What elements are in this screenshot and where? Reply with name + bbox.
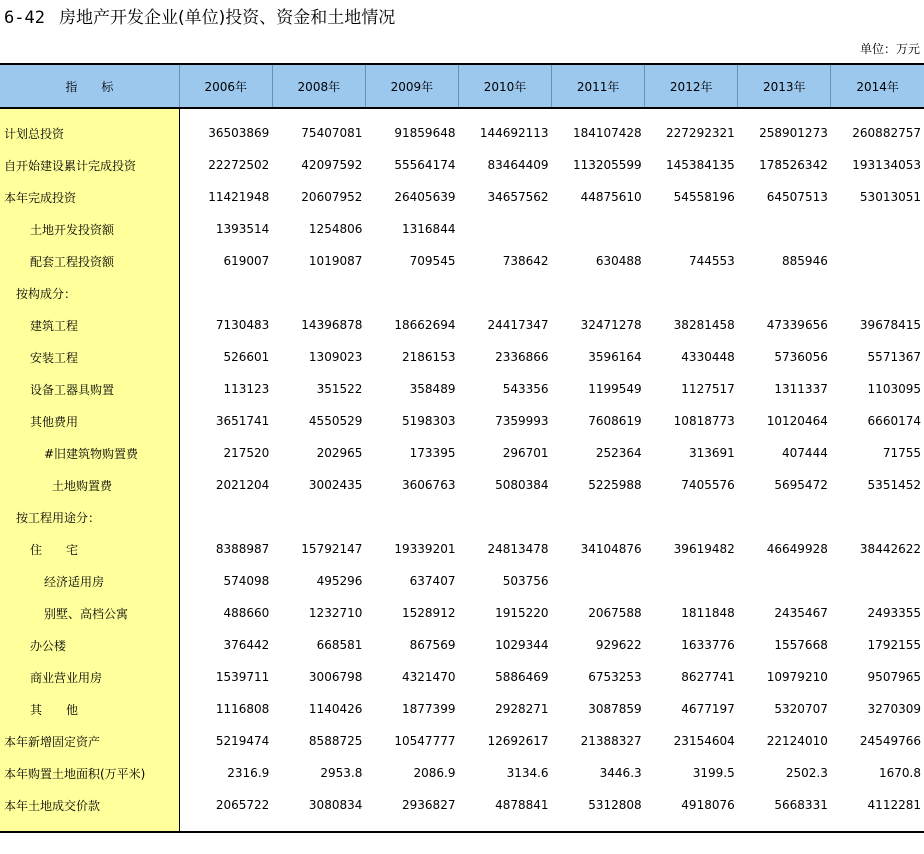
cell-value: 4550529 (308, 414, 363, 428)
cell-value: 885946 (782, 254, 828, 268)
cell-value: 376442 (223, 638, 270, 652)
header-indicator: 指 标 (0, 64, 179, 108)
cell-value (831, 245, 924, 277)
cell-value (831, 565, 924, 597)
table-row (0, 149, 924, 181)
cell-value: 4321470 (402, 670, 456, 684)
cell-value: 12692617 (487, 734, 549, 748)
cell-value: 3006798 (308, 670, 363, 684)
cell-value: 4878841 (458, 789, 551, 832)
cell-value: 227292321 (666, 126, 735, 140)
cell-value: 4918076 (645, 789, 738, 832)
cell-value: 8627741 (681, 670, 735, 684)
cell-value: 1557668 (774, 638, 828, 652)
cell-value: 39619482 (673, 542, 735, 556)
cell-value: 5080384 (495, 478, 549, 492)
cell-value: 1127517 (681, 382, 735, 396)
data-table (0, 63, 924, 833)
cell-value: 252364 (595, 446, 642, 460)
cell-value: 19339201 (394, 542, 456, 556)
header-year: 2009年 (365, 64, 458, 108)
page-title (4, 4, 395, 32)
cell-value: 53013051 (859, 190, 921, 204)
cell-value: 1029344 (495, 638, 549, 652)
cell-value: 54558196 (673, 190, 735, 204)
cell-value: 1670.8 (879, 766, 921, 780)
cell-value: 1811848 (681, 606, 735, 620)
cell-value (179, 501, 272, 533)
cell-value: 23154604 (673, 734, 735, 748)
cell-value: 34104876 (580, 542, 642, 556)
table-row (0, 661, 924, 693)
cell-value: 1254806 (308, 222, 363, 236)
cell-value: 3596164 (588, 350, 642, 364)
row-label: #旧建筑物购置费 (0, 437, 179, 469)
cell-value (645, 277, 738, 309)
cell-value: 5320707 (774, 702, 828, 716)
cell-value: 1232710 (308, 606, 363, 620)
row-label: 配套工程投资额 (0, 245, 179, 277)
cell-value: 1311337 (774, 382, 828, 396)
cell-value: 38442622 (859, 542, 921, 556)
cell-value: 619007 (223, 254, 270, 268)
cell-value: 1140426 (308, 702, 363, 716)
cell-value: 2186153 (402, 350, 456, 364)
cell-value: 91859648 (394, 126, 456, 140)
row-label: 土地购置费 (0, 469, 179, 501)
cell-value: 20607952 (301, 190, 363, 204)
cell-value (552, 501, 645, 533)
cell-value: 2316.9 (227, 766, 270, 780)
row-label: 建筑工程 (0, 309, 179, 341)
cell-value: 7130483 (215, 318, 270, 332)
header-year: 2011年 (552, 64, 645, 108)
table-row (0, 373, 924, 405)
row-label: 本年新增固定资产 (0, 725, 179, 757)
row-label: 土地开发投资额 (0, 213, 179, 245)
cell-value: 7359993 (495, 414, 549, 428)
table-row (0, 725, 924, 757)
table-row (0, 108, 924, 149)
cell-value: 2928271 (495, 702, 549, 716)
cell-value: 3134.6 (506, 766, 549, 780)
cell-value: 637407 (409, 574, 456, 588)
cell-value: 36503869 (208, 126, 270, 140)
cell-value: 6753253 (588, 670, 642, 684)
cell-value: 75407081 (301, 126, 363, 140)
row-label: 本年完成投资 (0, 181, 179, 213)
cell-value: 630488 (595, 254, 642, 268)
cell-value (738, 213, 831, 245)
cell-value: 6660174 (867, 414, 921, 428)
cell-value: 5736056 (774, 350, 828, 364)
cell-value: 3002435 (308, 478, 363, 492)
cell-value: 543356 (502, 382, 549, 396)
cell-value (738, 277, 831, 309)
table-row (0, 181, 924, 213)
row-label: 按工程用途分： (0, 501, 179, 533)
cell-value: 2435467 (774, 606, 828, 620)
cell-value (645, 565, 738, 597)
cell-value (458, 501, 551, 533)
cell-value: 178526342 (759, 158, 828, 172)
table-number: 6-42 (4, 8, 45, 28)
cell-value: 668581 (316, 638, 363, 652)
cell-value (272, 501, 365, 533)
cell-value: 15792147 (301, 542, 363, 556)
cell-value: 3270309 (867, 702, 921, 716)
row-label: 自开始建设累计完成投资 (0, 149, 179, 181)
cell-value: 2502.3 (785, 766, 828, 780)
row-label: 其 他 (0, 693, 179, 725)
row-label: 经济适用房 (0, 565, 179, 597)
cell-value: 26405639 (394, 190, 456, 204)
cell-value: 1116808 (215, 702, 270, 716)
cell-value: 1019087 (308, 254, 363, 268)
cell-value (738, 565, 831, 597)
cell-value: 39678415 (859, 318, 921, 332)
cell-value: 258901273 (759, 126, 828, 140)
cell-value: 10120464 (766, 414, 828, 428)
cell-value: 2493355 (867, 606, 921, 620)
cell-value: 42097592 (301, 158, 363, 172)
cell-value: 744553 (688, 254, 735, 268)
cell-value: 2086.9 (413, 766, 456, 780)
row-label: 计划总投资 (0, 108, 179, 149)
cell-value: 11421948 (208, 190, 270, 204)
cell-value: 5695472 (774, 478, 828, 492)
cell-value: 71755 (882, 446, 921, 460)
cell-value: 1316844 (402, 222, 456, 236)
table-row (0, 405, 924, 437)
cell-value: 4112281 (831, 789, 924, 832)
table-row (0, 565, 924, 597)
table-row (0, 341, 924, 373)
cell-value: 5668331 (738, 789, 831, 832)
cell-value: 83464409 (487, 158, 549, 172)
cell-value: 2065722 (179, 789, 272, 832)
cell-value: 55564174 (394, 158, 456, 172)
cell-value: 64507513 (766, 190, 828, 204)
cell-value: 313691 (688, 446, 735, 460)
cell-value (645, 213, 738, 245)
cell-value (365, 501, 458, 533)
table-row (0, 469, 924, 501)
cell-value: 3199.5 (692, 766, 735, 780)
cell-value: 296701 (502, 446, 549, 460)
cell-value: 407444 (782, 446, 828, 460)
cell-value (179, 277, 272, 309)
row-label: 按构成分： (0, 277, 179, 309)
cell-value: 495296 (316, 574, 363, 588)
cell-value: 2953.8 (320, 766, 363, 780)
row-label: 设备工器具购置 (0, 373, 179, 405)
cell-value (272, 277, 365, 309)
cell-value: 217520 (223, 446, 270, 460)
cell-value: 22272502 (208, 158, 270, 172)
header-year: 2014年 (831, 64, 924, 108)
cell-value: 5351452 (867, 478, 921, 492)
row-label: 安装工程 (0, 341, 179, 373)
cell-value: 488660 (223, 606, 270, 620)
cell-value: 503756 (502, 574, 549, 588)
cell-value: 5219474 (215, 734, 270, 748)
cell-value: 24417347 (487, 318, 549, 332)
cell-value: 709545 (409, 254, 456, 268)
cell-value: 5198303 (402, 414, 456, 428)
cell-value: 10979210 (766, 670, 828, 684)
cell-value: 8588725 (308, 734, 363, 748)
header-year: 2008年 (272, 64, 365, 108)
cell-value: 3651741 (215, 414, 270, 428)
cell-value: 2936827 (365, 789, 458, 832)
cell-value: 113123 (223, 382, 270, 396)
row-label: 其他费用 (0, 405, 179, 437)
cell-value: 260882757 (852, 126, 921, 140)
header-year: 2013年 (738, 64, 831, 108)
header-year: 2006年 (179, 64, 272, 108)
cell-value: 738642 (502, 254, 549, 268)
table-title: 房地产开发企业(单位)投资、资金和土地情况 (58, 8, 396, 28)
table-row (0, 757, 924, 789)
cell-value: 5886469 (495, 670, 549, 684)
table-row (0, 309, 924, 341)
row-label: 住 宅 (0, 533, 179, 565)
cell-value: 5225988 (588, 478, 642, 492)
cell-value (365, 277, 458, 309)
cell-value: 10547777 (394, 734, 456, 748)
cell-value: 3446.3 (599, 766, 642, 780)
cell-value: 867569 (409, 638, 456, 652)
cell-value: 929622 (595, 638, 642, 652)
cell-value: 46649928 (766, 542, 828, 556)
table-row (0, 597, 924, 629)
cell-value: 10818773 (673, 414, 735, 428)
cell-value: 3080834 (272, 789, 365, 832)
cell-value: 1393514 (215, 222, 270, 236)
row-label: 办公楼 (0, 629, 179, 661)
cell-value (552, 277, 645, 309)
cell-value: 2067588 (588, 606, 642, 620)
cell-value: 3087859 (588, 702, 642, 716)
header-year: 2012年 (645, 64, 738, 108)
table-row (0, 629, 924, 661)
cell-value: 4677197 (681, 702, 735, 716)
cell-value: 202965 (316, 446, 363, 460)
cell-value: 2021204 (215, 478, 270, 492)
cell-value: 173395 (409, 446, 456, 460)
cell-value: 7608619 (588, 414, 642, 428)
cell-value: 144692113 (479, 126, 549, 140)
row-label: 别墅、高档公寓 (0, 597, 179, 629)
cell-value (458, 277, 551, 309)
cell-value: 14396878 (301, 318, 363, 332)
cell-value: 3606763 (402, 478, 456, 492)
table-row (0, 693, 924, 725)
cell-value (831, 213, 924, 245)
cell-value: 113205599 (572, 158, 642, 172)
cell-value: 1915220 (495, 606, 549, 620)
cell-value: 1792155 (867, 638, 921, 652)
row-label: 商业营业用房 (0, 661, 179, 693)
cell-value: 1199549 (588, 382, 642, 396)
cell-value: 7405576 (681, 478, 735, 492)
cell-value: 2336866 (495, 350, 549, 364)
cell-value: 34657562 (487, 190, 549, 204)
cell-value: 526601 (223, 350, 270, 364)
table-body (0, 108, 924, 832)
table-header (0, 64, 924, 108)
table-row (0, 789, 924, 832)
cell-value: 1528912 (402, 606, 456, 620)
header-year: 2010年 (458, 64, 551, 108)
cell-value: 193134053 (852, 158, 921, 172)
row-label: 本年购置土地面积(万平米) (0, 757, 179, 789)
cell-value: 47339656 (766, 318, 828, 332)
table-row (0, 245, 924, 277)
cell-value: 5571367 (867, 350, 921, 364)
cell-value: 1633776 (681, 638, 735, 652)
cell-value (738, 501, 831, 533)
table-row (0, 533, 924, 565)
cell-value: 1103095 (867, 382, 921, 396)
cell-value (831, 501, 924, 533)
cell-value: 4330448 (681, 350, 735, 364)
table-row (0, 501, 924, 533)
cell-value: 5312808 (552, 789, 645, 832)
header-row (0, 64, 924, 108)
cell-value (831, 277, 924, 309)
cell-value: 9507965 (867, 670, 921, 684)
cell-value: 1539711 (215, 670, 270, 684)
cell-value (552, 213, 645, 245)
cell-value: 18662694 (394, 318, 456, 332)
cell-value: 44875610 (580, 190, 642, 204)
cell-value: 1877399 (402, 702, 456, 716)
cell-value (552, 565, 645, 597)
table-row (0, 437, 924, 469)
cell-value: 145384135 (666, 158, 735, 172)
cell-value: 21388327 (580, 734, 642, 748)
table-row (0, 213, 924, 245)
cell-value: 32471278 (580, 318, 642, 332)
cell-value: 574098 (223, 574, 270, 588)
cell-value: 24549766 (859, 734, 921, 748)
cell-value: 351522 (316, 382, 363, 396)
cell-value (645, 501, 738, 533)
cell-value: 358489 (409, 382, 456, 396)
cell-value: 1309023 (308, 350, 363, 364)
cell-value: 22124010 (766, 734, 828, 748)
unit-label: 单位：万元 (859, 42, 920, 56)
row-label: 本年土地成交价款 (0, 789, 179, 832)
cell-value (458, 213, 551, 245)
cell-value: 184107428 (572, 126, 642, 140)
table-row (0, 277, 924, 309)
cell-value: 24813478 (487, 542, 549, 556)
cell-value: 8388987 (215, 542, 270, 556)
cell-value: 38281458 (673, 318, 735, 332)
